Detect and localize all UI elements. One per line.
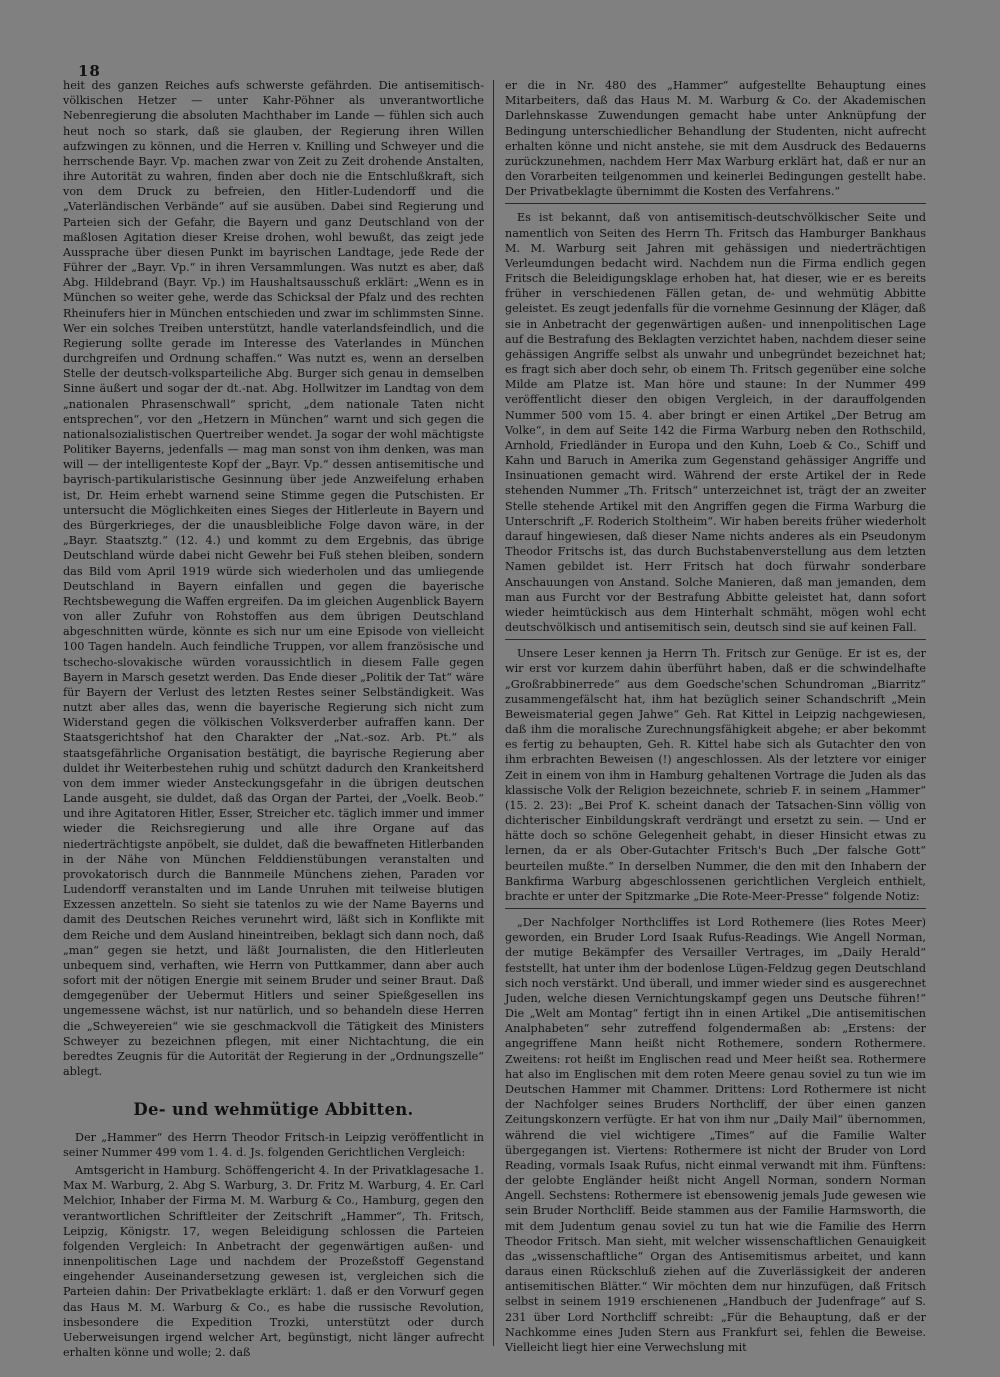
left-paragraph-settlement: Amtsgericht in Hamburg. Schöffengericht 4. In der Privatklagesache 1. Max M. Warburg, 2. Abg S. Warburg, 3. Dr. Fritz M. Warburg, 4. Er. Carl Melchior, Inhaber der Firma M. M. Warburg & Co., Hamburg, gegen den verantwortlichen Schriftleiter der Zeitschrift „Hammer“, Th. Fritsch, Leipzig, Königstr. 17, wegen Beleidigung schlossen die Parteien folgenden Vergleich: In Anbetracht der gegenwärtigen außen- und innenpolitischen Lage und nachdem der Prozeßstoff Gegenstand eingehender Auseinandersetzung gewesen ist, vergleichen sich die Parteien dahin: Der Privatbeklagte erklärt: 1. daß er den Vorwurf gegen das Haus M. M. Warburg & Co., es habe die russische Revolution, insbesondere die Expedition Trozki, unterstützt oder durch Ueberweisungen irgend welcher Art, begünstigt, nicht länger aufrecht erhalten könne und wolle; 2. daß xyxy=(63,1164,484,1360)
section-divider-3 xyxy=(505,908,926,909)
section-divider-2 xyxy=(505,639,926,640)
column-divider xyxy=(493,80,494,1346)
right-paragraph-3: Unsere Leser kennen ja Herrn Th. Fritsch zur Genüge. Er ist es, der wir erst vor kurzem dahin überführt haben, daß er die schwindelhafte „Großrabbinerrede“ aus dem Goedsche'schen Schundroman „Biarritz“ zusammengefälscht hat, ihm hat bezüglich seiner Schandschrift „Mein Beweismaterial gegen Jahwe“ Geh. Rat Kittel in Leipzig nachgewiesen, daß ihm die moralische Zurechnungsfähigkeit abgehe; er aber bekommt es fertig zu behaupten, Geh. R. Kittel habe sich als Gutachter den von ihm erbrachten Beweisen (!) angeschlossen. Als der letztere vor einiger Zeit in einem von ihm in Hamburg gehaltenen Vortrage die Juden als das klassische Volk der Religion bezeichnete, schrieb F. in seinem „Hammer“ (15. 2. 23): „Bei Prof K. scheint danach der Tatsachen-Sinn völlig von dichterischer Einbildungskraft verdrängt und ersetzt zu sein. — Und er hätte doch so schöne Gelegenheit gehabt, in dieser Hinsicht etwas zu lernen, da er als Ober-Gutachter Fritsch's Buch „Der falsche Gott“ beurteilen mußte.“ In derselben Nummer, die den mit den Inhabern der Bankfirma Warburg abgeschlossenen gerichtlichen Vergleich enthielt, brachte er unter der Spitzmarke „Die Rote-Meer-Presse“ folgende Notiz: xyxy=(505,647,926,903)
right-paragraph-1: er die in Nr. 480 des „Hammer“ aufgestellte Behauptung eines Mitarbeiters, daß das Haus M. M. Warburg & Co. der Akademischen Darlehnskasse Zuwendungen gemacht habe unter Anknüpfung der Bedingung unterschiedlicher Behandlung der Studenten, nicht aufrecht erhalten könne und nicht anstehe, sie mit dem Ausdruck des Bedauerns zurückzunehmen, nachdem Herr Max Warburg erklärt hat, daß er nur an den Vorarbeiten teilgenommen und keinerlei Bedingungen gestellt habe. Der Privatbeklagte übernimmt die Kosten des Verfahrens.“ xyxy=(505,79,926,199)
page-number: 18 xyxy=(78,62,101,80)
right-quote-paragraph: „Der Nachfolger Northcliffes ist Lord Rothemere (lies Rotes Meer) geworden, ein Bruder Lord Isaak Rufus-Readings. Wie Angell Norman, der mutige Bekämpfer des Versailler Vertrages, im „Daily Herald“ feststellt, hat unter ihm der bodenlose Lügen-Feldzug gegen Deutschland sich noch verstärkt. Und überall, und immer wieder sind es ausgerechnet Juden, welche diesen Vernichtungskampf gegen uns Deutsche führen!“ Die „Welt am Montag“ fertigt ihn in einen Artikel „Die antisemitischen Analphabeten“ sehr zutreffend folgendermaßen ab: „Erstens: der angegriffene Mann heißt nicht Rothemere, sondern Rothermere. Zweitens: rot heißt im Englischen read und Meer heißt sea. Rothermere hat also im Englischen mit dem roten Meere genau soviel zu tun wie im Deutschen Hammer mit Chammer. Drittens: Lord Rothermere ist nicht der Nachfolger seines Bruders Northcliff, der über einen ganzen Zeitungskonzern verfügte. Er hat von ihm nur „Daily Mail“ übernommen, während die viel wichtigere „Times“ auf die Familie Walter übergegangen ist. Viertens: Rothermere ist nicht der Bruder von Lord Reading, vormals Isaak Rufus, nicht einmal verwandt mit ihm. Fünftens: der gelobte Engländer heißt nicht Angell Norman, sondern Norman Angell. Sechstens: Rothermere ist ebensowenig jemals Jude gewesen wie sein Bruder Northcliff. Beide stammen aus der Familie Harmsworth, die mit dem Judentum genau soviel zu tun hat wie die Familie des Herrn Theodor Fritsch. Man sieht, mit welcher wissenschaftlichen Genauigkeit das „wissenschaftliche“ Organ des Antisemitismus arbeitet, und kann daraus einen Rückschluß ziehen auf die Zuverlässigkeit der anderen antisemitischen Blätter.“ Wir möchten dem nur hinzufügen, daß Fritsch selbst in seinem 1919 erschienenen „Handbuch der Judenfrage“ auf S. 231 über Lord Northcliff schreibt: „Für die Behauptung, daß er der Nachkomme eines Juden Stern aus Frankfurt sei, fehlen die Beweise. Vielleicht liegt hier eine Verwechslung mit xyxy=(505,916,926,1354)
left-column xyxy=(63,78,484,1360)
right-paragraph-2: Es ist bekannt, daß von antisemitisch-deutschvölkischer Seite und namentlich von Seiten des Herrn Th. Fritsch das Hamburger Bankhaus M. M. Warburg seit Jahren mit gehässigen und niederträchtigen Verleumdungen bedacht wird. Nachdem nun die Firma endlich gegen Fritsch die Beleidigungsklage erhoben hat, hat dieser, wie er es bereits früher in verschiedenen Fällen getan, de- und wehmütig Abbitte geleistet. Es zeugt jedenfalls für die vornehme Gesinnung der Kläger, daß sie in Anbetracht der gegenwärtigen außen- und innenpolitischen Lage auf die Bestrafung des Beklagten verzichtet haben, nachdem dieser seine gehässigen Angriffe selbst als unwahr und unbegründet bezeichnet hat; es fragt sich aber doch sehr, ob einem Th. Fritsch gegenüber eine solche Milde am Platze ist. Man höre und staune: In der Nummer 499 veröffentlicht dieser den obigen Vergleich, in der darauffolgenden Nummer 500 vom 15. 4. aber bringt er einen Artikel „Der Betrug am Volke“, in dem auf Seite 142 die Firma Warburg neben den Rothschild, Arnhold, Friedländer in Europa und den Kuhn, Loeb & Co., Schiff und Kahn und Baruch in Amerika zum Gegenstand gehässiger Angriffe und Insinuationen gemacht wird. Während der erste Artikel der in Rede stehenden Nummer „Th. Fritsch“ unterzeichnet ist, trägt der an zweiter Stelle stehende Artikel mit den Angriffen gegen die Firma Warburg die Unterschrift „F. Roderich Stoltheim“. Wir haben bereits früher wiederholt darauf hingewiesen, daß dieser Name nichts anderes als ein Pseudonym Theodor Fritschs ist, das durch Buchstabenverstellung aus dem letzten Namen gebildet ist. Herr Fritsch hat doch fürwahr sonderbare Anschauungen von Anstand. Solche Manieren, daß man jemanden, dem man aus Furcht vor der Bestrafung Abbitte geleistet hat, dann sofort wieder heimtückisch aus dem Hinterhalt schmäht, mögen wohl echt deutschvölkisch und antisemitisch sein, deutsch sind sie auf keinen Fall. xyxy=(505,211,926,635)
left-paragraph-1: heit des ganzen Reiches aufs schwerste gefährden. Die antisemitisch-völkischen Hetzer — unter Kahr-Pöhner als unverantwortliche Nebenregierung die absoluten Machthaber im Lande — fühlen sich auch heut noch so stark, daß sie glauben, der Regierung ihren Willen aufzwingen zu können, und die Herren v. Knilling und Schweyer und die herrschende Bayr. Vp. machen zwar von Zeit zu Zeit drohende Anstalten, ihre Autorität zu wahren, finden aber doch nie die Entschlußkraft, sich von dem Druck zu befreien, den Hitler-Ludendorff und die „Vaterländischen Verbände“ auf sie ausüben. Dabei sind Regierung und Parteien sich der Gefahr, die Bayern und ganz Deutschland von der maßlosen Agitation dieser Kreise drohen, wohl bewußt, das zeigt jede Aussprache über diesen Punkt im bayrischen Landtage, jede Rede der Führer der „Bayr. Vp.“ in ihren Versammlungen. Was nutzt es aber, daß Abg. Hildebrand (Bayr. Vp.) im Haushaltsausschuß erklärt: „Wenn es in München so weiter gehe, werde das Schicksal der Pfalz und des rechten Rheinufers hier in München entschieden und zwar im schlimmsten Sinne. Wer ein solches Treiben unterstützt, handle vaterlandsfeindlich, und die Regierung sollte gerade im Interesse des Vaterlandes in München durchgreifen und Ordnung schaffen.“ Was nutzt es, wenn an derselben Stelle der deutsch-volksparteiliche Abg. Burger sich genau in demselben Sinne äußert und sogar der dt.-nat. Abg. Hollwitzer im Landtag von dem „nationalen Phrasenschwall“ spricht, „dem nationale Taten nicht entsprechen“, vor den „Hetzern in München“ warnt und sich gegen die nationalsozialistischen Quertreiber wendet. Ja sogar der wohl mächtigste Politiker Bayerns, jedenfalls — mag man sonst von ihm denken, was man will — der intelligenteste Kopf der „Bayr. Vp.“ dessen antisemitische und bayrisch-partikularistische Gesinnung über jede Anzweifelung erhaben ist, Dr. Heim erhebt warnend seine Stimme gegen die Putschisten. Er untersucht die Möglichkeiten eines Sieges der Hitlerleute in Bayern und des Bürgerkrieges, der die unausbleibliche Folge davon wäre, in der „Bayr. Staatsztg.“ (12. 4.) und kommt zu dem Ergebnis, das übrige Deutschland würde dabei nicht Gewehr bei Fuß stehen bleiben, sondern das Bild vom April 1919 würde sich wiederholen und das umliegende Deutschland in Bayern einfallen und gegen die bayerische Rechtsbewegung die Waffen ergreifen. Da im gleichen Augenblick Bayern von aller Zufuhr von Rohstoffen aus dem übrigen Deutschland abgeschnitten würde, könnte es sich nur um eine Episode von vielleicht 100 Tagen handeln. Auch feindliche Truppen, vor allem französische und tschecho-slovakische würden voraussichtlich in diesem Falle gegen Bayern in Marsch gesetzt werden. Das Ende dieser „Politik der Tat“ wäre für Bayern der Verlust des letzten Restes seiner Selbständigkeit. Was nutzt aber alles das, wenn die bayerische Regierung sich nicht zum Widerstand gegen die völkischen Volksverderber aufraffen kann. Der Staatsgerichtshof hat den Charakter der „Nat.-soz. Arb. Pt.“ als staatsgefährliche Organisation bestätigt, die bayrische Regierung aber duldet ihr Weiterbestehen ruhig und schützt dadurch den Krankeitsherd von dem immer wieder Ansteckungsgefahr in die übrigen deutschen Lande ausgeht, sie duldet, daß das Organ der Partei, der „Voelk. Beob.“ und ihre Agitatoren Hitler, Esser, Streicher etc. täglich immer und immer wieder die Reichsregierung und alle ihre Organe auf das niederträchtigste anpöbelt, sie duldet, daß die bewaffneten Hitlerbanden in der Nähe von München Felddienstübungen veranstalten und provokatorisch durch die Bannmeile Münchens ziehen, Paraden vor Ludendorff veranstalten und im Lande Unruhen mit teilweise blutigen Exzessen anzetteln. So sieht sie tatenlos zu wie der Name Bayerns und damit des Deutschen Reiches verunehrt wird, läßt sich in Konflikte mit dem Reiche und dem Ausland hineintreiben, beklagt sich dann noch, daß „man“ gegen sie hetzt, und läßt Journalisten, die den Hitlerleuten unbequem sind, verhaften, wie Herrn von Puttkammer, dann aber auch sofort mit der nötigen Energie mit seinem Bruder und seiner Braut. Daß demgegenüber der Uebermut Hitlers und seiner Spießgesellen ins ungemessene wächst, ist nur natürlich, und so behandeln diese Herren die „Schweyereien“ wie sie geschmackvoll die Tätigkeit des Ministers Schweyer zu bezeichnen pflegen, mit einer Nichtachtung, die ein beredtes Zeugnis für die Autorität der Regierung in der „Ordnungszelle“ ablegt. xyxy=(63,79,484,1079)
right-column xyxy=(505,78,926,1354)
left-paragraph-intro: Der „Hammer“ des Herrn Theodor Fritsch-in Leipzig veröffentlicht in seiner Nummer 499 vom 1. 4. d. Js. folgenden Gerichtlichen Vergleich: xyxy=(63,1130,484,1159)
article-heading: De- und wehmütige Abbitten. xyxy=(133,1100,414,1120)
section-divider xyxy=(505,203,926,204)
